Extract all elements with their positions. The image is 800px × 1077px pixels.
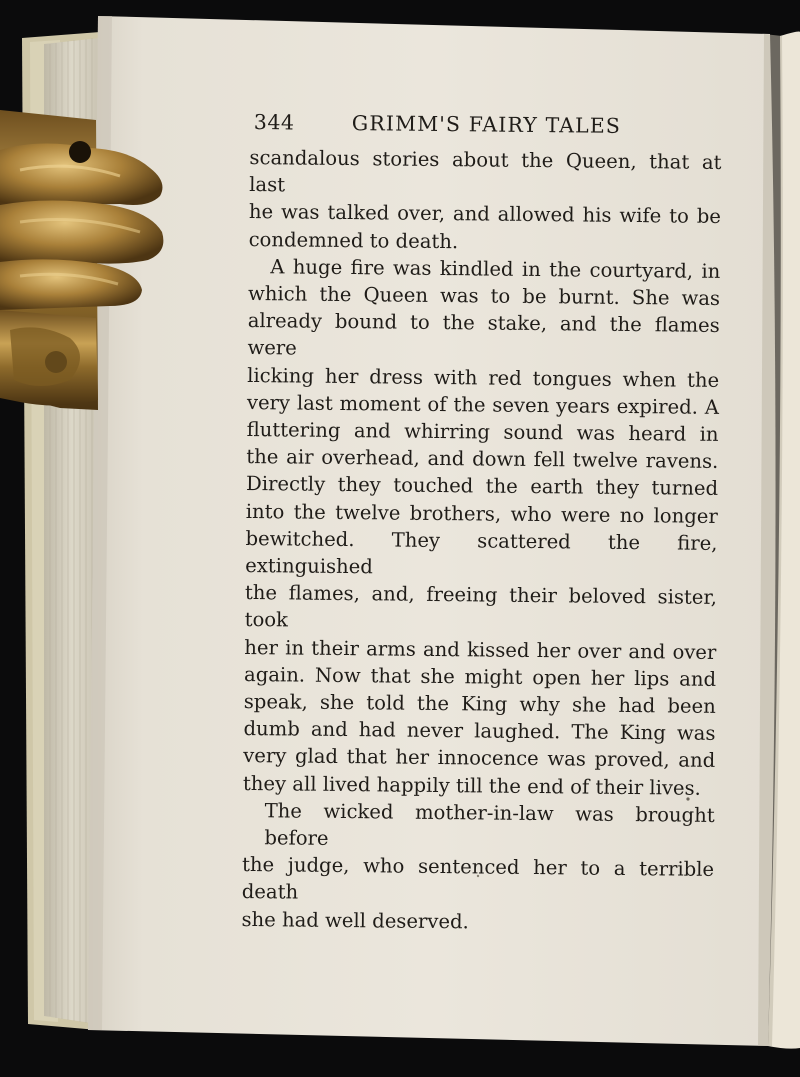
page-number: 344 [253,110,295,135]
text-line: he was talked over, and allowed his wife to be [248,200,722,229]
text-line: fluttering and whirring sound was heard in [246,418,719,446]
text-line: her in their arms and kissed her over and over [244,635,717,664]
text-line: scandalous stories about the Queen, that at last [249,145,722,197]
text-line: The wicked mother-in-law was brought before [264,799,715,850]
text-line: already bound to the stake, and the flames were [247,309,720,360]
text-line: she had well deserved. [241,907,469,934]
text-line: again. Now that she might open her lips and [243,662,717,691]
running-head [254,110,722,139]
text-line: Directly they touched the earth they turned [245,472,719,501]
paragraph [241,797,714,938]
text-line: the judge, who sentenced her to a terrible death [241,853,715,905]
text-line: the flames, and, freeing their beloved sister, took [244,581,718,632]
text-line: which the Queen was to be burnt. She was [247,282,721,310]
text-line: A huge fire was kindled in the courtyard, in [270,255,721,283]
text-line: condemned to death. [248,227,459,253]
text-line: very glad that her innocence was proved, and [243,744,716,773]
text-line: very last moment of the seven years expired. A [246,390,720,419]
text-line: the air overhead, and down fell twelve ravens. [246,445,719,474]
page-text [241,110,722,938]
text-line: they all lived happily till the end of their lives. [242,771,701,800]
text-line: speak, she told the King why she had been [243,690,716,718]
paragraph [249,144,722,258]
text-line: dumb and had never laughed. The King was [243,717,716,746]
running-title: GRIMM'S FAIRY TALES [351,111,622,138]
text-line: into the twelve brothers, who were no longer [245,499,718,528]
text-line: bewitched. They scattered the fire, extinguished [245,526,718,579]
paragraph [243,253,721,802]
text-line: licking her dress with red tongues when the [247,363,720,392]
